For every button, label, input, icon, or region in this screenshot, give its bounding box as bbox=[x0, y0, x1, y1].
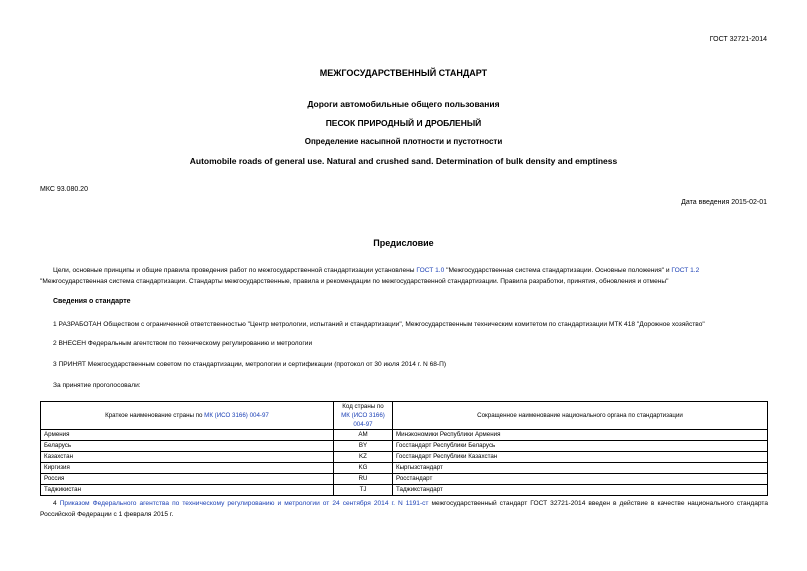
text: Код страны по bbox=[342, 403, 384, 410]
table-row bbox=[41, 441, 768, 452]
body-cell: Таджикстандарт bbox=[393, 485, 768, 496]
country-cell: Беларусь bbox=[41, 441, 334, 452]
gost-1-0-link[interactable]: ГОСТ 1.0 bbox=[416, 267, 445, 274]
item-4-enacted bbox=[40, 498, 768, 520]
intro-date: Дата введения 2015-02-01 bbox=[681, 199, 767, 206]
code-cell: KZ bbox=[334, 452, 393, 463]
gost-1-2-link[interactable]: ГОСТ 1.2 bbox=[671, 267, 700, 274]
country-cell: Таджикистан bbox=[41, 485, 334, 496]
country-cell: Армения bbox=[41, 430, 334, 441]
foreword-title: Предисловие bbox=[373, 238, 434, 248]
body-cell: Минэкономики Республики Армения bbox=[393, 430, 768, 441]
title-line-1: Дороги автомобильные общего пользования bbox=[307, 99, 500, 109]
body-cell: Госстандарт Республики Беларусь bbox=[393, 441, 768, 452]
document-number: ГОСТ 32721-2014 bbox=[709, 36, 767, 43]
item-1-developed: 1 РАЗРАБОТАН Обществом с ограниченной ответственностью "Центр метрологии, испытаний и стандартизации", Межгосударственным техническим комитетом по стандартизации МТК 418 "Дорожное хозяйство" bbox=[53, 321, 705, 328]
title-english: Automobile roads of general use. Natural and crushed sand. Determination of bulk density and emptiness bbox=[189, 156, 618, 166]
mk-iso-link[interactable]: МК (ИСО 3166) 004-97 bbox=[204, 412, 269, 419]
standard-type: МЕЖГОСУДАРСТВЕННЫЙ СТАНДАРТ bbox=[319, 68, 488, 78]
table-row bbox=[41, 430, 768, 441]
text: "Межгосударственная система стандартизации. Основные положения" и bbox=[444, 267, 672, 274]
code-cell: AM bbox=[334, 430, 393, 441]
voted-label: За принятие проголосовали: bbox=[53, 382, 141, 389]
foreword-paragraph bbox=[40, 265, 768, 287]
item-3-adopted: 3 ПРИНЯТ Межгосударственным советом по стандартизации, метрологии и сертификации (протокол от 30 июля 2014 г. N 68-П) bbox=[53, 361, 447, 368]
header-country bbox=[41, 402, 334, 430]
header-code bbox=[334, 402, 393, 430]
table-row bbox=[41, 474, 768, 485]
body-cell: Кыргызстандарт bbox=[393, 463, 768, 474]
title-line-2: ПЕСОК ПРИРОДНЫЙ И ДРОБЛЕНЫЙ bbox=[325, 118, 482, 128]
code-cell: RU bbox=[334, 474, 393, 485]
table-row bbox=[41, 485, 768, 496]
text: 4 bbox=[53, 500, 60, 507]
table-header-row bbox=[41, 402, 768, 430]
order-link[interactable]: Приказом Федерального агентства по техническому регулированию и метрологии от 24 сентября 2014 г. N 1191-ст bbox=[59, 500, 429, 507]
country-cell: Россия bbox=[41, 474, 334, 485]
mks-code: МКС 93.080.20 bbox=[40, 186, 88, 193]
code-cell: BY bbox=[334, 441, 393, 452]
text: "Межгосударственная система стандартизации. Стандарты межгосударственные, правила и рекомендации по межгосударственной стандартизации. Правила разработки, принятия, обновления и отмены" bbox=[40, 278, 669, 285]
voting-table bbox=[40, 401, 768, 496]
text: межгосударственный стандарт ГОСТ 32721-2014 введен в действие в качестве национального стандарта Российской Федерации с 1 февраля 2015 г. bbox=[40, 500, 769, 518]
title-line-3: Определение насыпной плотности и пустотности bbox=[304, 137, 503, 146]
body-cell: Госстандарт Республики Казахстан bbox=[393, 452, 768, 463]
item-2-submitted: 2 ВНЕСЕН Федеральным агентством по техническому регулированию и метрологии bbox=[53, 340, 313, 347]
code-cell: TJ bbox=[334, 485, 393, 496]
country-cell: Казахстан bbox=[41, 452, 334, 463]
table-row bbox=[41, 452, 768, 463]
text: Цели, основные принципы и общие правила проведения работ по межгосударственной стандартизации установлены bbox=[53, 267, 417, 274]
mk-iso-link[interactable]: МК (ИСО 3166) 004-97 bbox=[341, 412, 385, 428]
country-cell: Киргизия bbox=[41, 463, 334, 474]
body-cell: Росстандарт bbox=[393, 474, 768, 485]
text: Краткое наименование страны по bbox=[105, 412, 205, 419]
header-body: Сокращенное наименование национального органа по стандартизации bbox=[393, 402, 768, 430]
about-standard-heading: Сведения о стандарте bbox=[53, 298, 131, 305]
table-row bbox=[41, 463, 768, 474]
code-cell: KG bbox=[334, 463, 393, 474]
